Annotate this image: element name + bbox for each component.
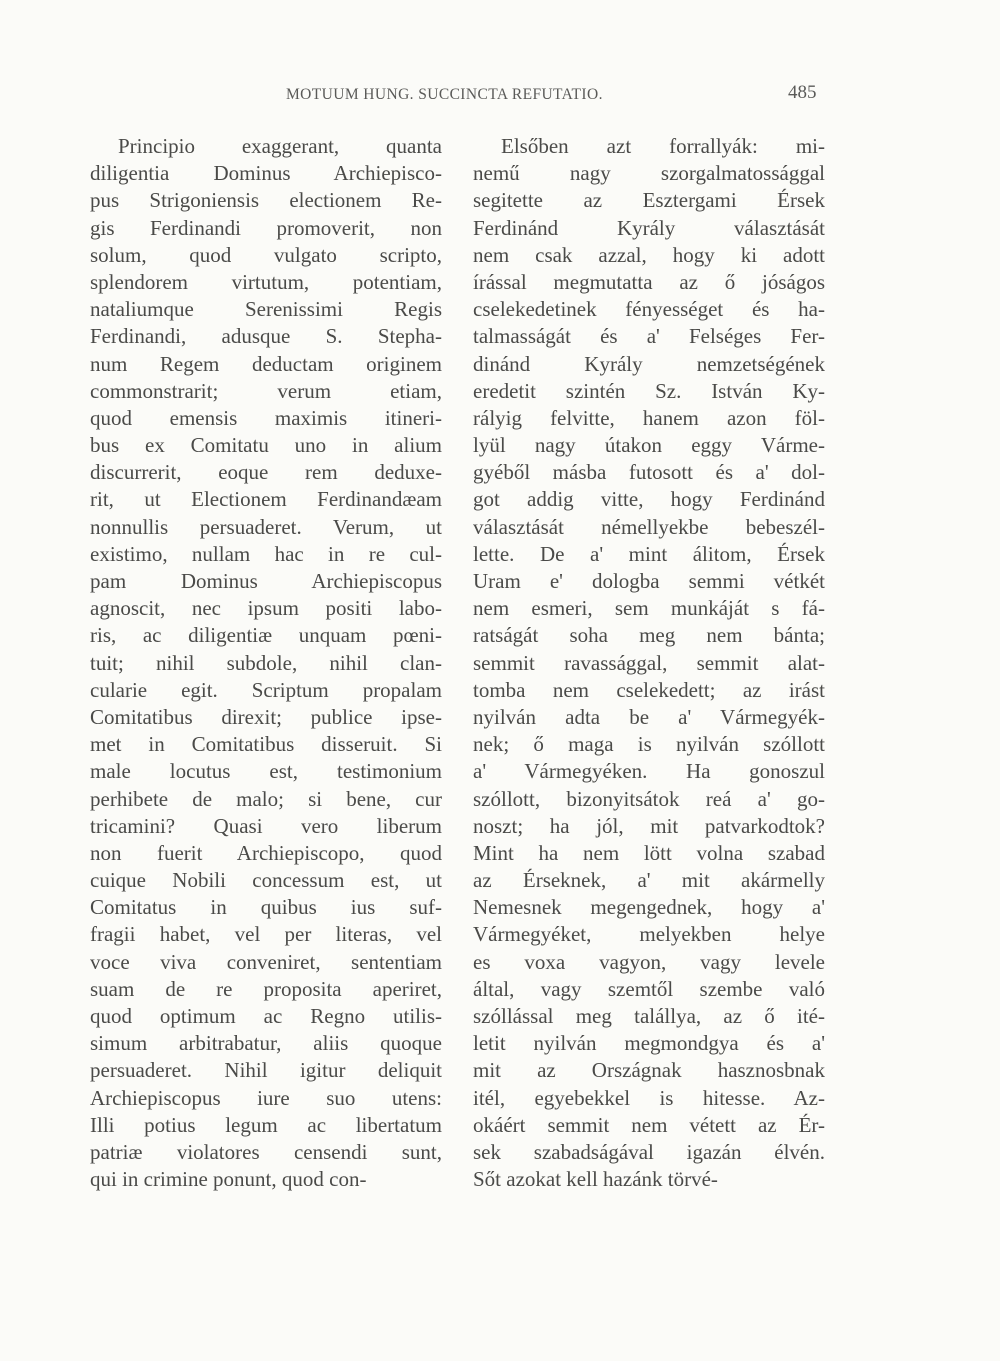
text-line: Comitatus in quibus ius suf- xyxy=(90,895,442,920)
text-line: met in Comitatibus disseruit. Si xyxy=(90,732,442,757)
text-line: bus ex Comitatu uno in alium xyxy=(90,433,442,458)
text-line: nataliumque Serenissimi Regis xyxy=(90,297,442,322)
text-line: quod emensis maximis itineri- xyxy=(90,405,442,430)
text-line: patriæ violatores censendi sunt, xyxy=(90,1139,442,1164)
text-line: szóllott, bizonyitsátok reá a' go- xyxy=(473,786,825,811)
text-line: male locutus est, testimonium xyxy=(90,759,442,784)
text-line: itél, egyebekkel is hitesse. Az- xyxy=(473,1085,825,1110)
text-line: pus Strigoniensis electionem Re- xyxy=(90,188,442,213)
text-line: discurrerit, eoque rem deduxe- xyxy=(90,460,442,485)
text-line: splendorem virtutum, potentiam, xyxy=(90,269,442,294)
text-line: rit, ut Electionem Ferdinandæam xyxy=(90,487,442,512)
text-line: nem esmeri, sem munkáját s fá- xyxy=(473,596,825,621)
text-line: Archiepiscopus iure suo utens: xyxy=(90,1085,442,1110)
text-line: lyül nagy útakon eggy Vármе- xyxy=(473,433,825,458)
text-line: okáért semmit nem vétett az Ér- xyxy=(473,1112,825,1137)
text-line: tuit; nihil subdole, nihil clan- xyxy=(90,650,442,675)
text-line: voce viva conveniret, sententiam xyxy=(90,949,442,974)
text-line: dinánd Kyrály nemzetségének xyxy=(473,351,825,376)
text-line: Vármegyéket, melyekben helye xyxy=(473,922,825,947)
hungarian-text-column xyxy=(473,133,825,1193)
text-line: gis Ferdinandi promoverit, non xyxy=(90,215,442,240)
text-line: nek; ő maga is nyilván szóllott xyxy=(473,732,825,757)
text-line: cuique Nobili concessum est, ut xyxy=(90,868,442,893)
text-line: írással megmutatta az ő jóságos xyxy=(473,269,825,294)
text-line: ratságát soha meg nem bánta; xyxy=(473,623,825,648)
text-line: persuaderet. Nihil igitur deliquit xyxy=(90,1058,442,1083)
text-line: lette. De a' mint álitom, Érsek xyxy=(473,541,825,566)
text-line: semmit ravassággal, semmit alat- xyxy=(473,650,825,675)
text-line: talmasságát és a' Felséges Fer- xyxy=(473,324,825,349)
text-line: diligentia Dominus Archiepisco- xyxy=(90,161,442,186)
text-line: pam Dominus Archiepiscopus xyxy=(90,569,442,593)
text-line: Sőt azokat kell hazánk törvé- xyxy=(473,1167,718,1192)
text-line: rályig felvitte, hanem azon föl- xyxy=(473,405,825,430)
text-line: Uram e' dologba semmi vétkét xyxy=(473,569,825,593)
text-line: commonstrarit; verum etiam, xyxy=(90,378,442,403)
page-header xyxy=(0,80,1000,110)
text-line: ris, ac diligentiæ unquam pœni- xyxy=(90,623,442,648)
text-line: cularie egit. Scriptum propalam xyxy=(90,677,442,702)
text-line: qui in crimine ponunt, quod con- xyxy=(90,1167,367,1192)
text-line: letit nyilván megmondgya és a' xyxy=(473,1031,825,1056)
text-line: cselekedetinek fényességet és ha- xyxy=(473,297,825,322)
text-line: szóllással meg talállya, az ő ité- xyxy=(473,1004,825,1028)
text-line: noszt; ha jól, mit patvarkodtok? xyxy=(473,813,825,838)
text-line: nemű nagy szorgalmatossággal xyxy=(473,161,825,186)
text-line: solum, quod vulgato scripto, xyxy=(90,242,442,267)
text-line: non fuerit Archiepiscopo, quod xyxy=(90,840,442,865)
latin-text-column xyxy=(90,133,442,1193)
text-line: nem csak azzal, hogy ki adott xyxy=(473,242,825,267)
text-line: agnoscit, nec ipsum positi labo- xyxy=(90,596,442,621)
text-line: gyéből másba futosott és a' dol- xyxy=(473,460,825,485)
text-line: es voxa vagyon, vagy levele xyxy=(473,949,825,974)
text-line: tomba nem cselekedett; az irást xyxy=(473,677,825,702)
text-line: got addig vitte, hogy Ferdinánd xyxy=(473,487,825,512)
text-line: a' Vármegyéken. Ha gonoszul xyxy=(473,759,825,784)
text-line: suam de re proposita aperiret, xyxy=(90,976,442,1001)
text-line: által, vagy szemtől szembe való xyxy=(473,976,825,1001)
text-line: választását némellyekbe bebeszél- xyxy=(473,514,825,539)
text-line: Comitatibus direxit; publice ipse- xyxy=(90,704,442,729)
page-number: 485 xyxy=(788,82,817,103)
text-line: Ferdinandi, adusque S. Stepha- xyxy=(90,324,442,349)
text-line: sek szabadságával igazán élvén. xyxy=(473,1139,825,1164)
text-line: segitette az Esztergami Érsek xyxy=(473,188,825,213)
text-line: perhibete de malo; si bene, cur xyxy=(90,786,442,811)
text-line: existimo, nullam hac in re cul- xyxy=(90,541,442,566)
text-line: Nemesnek megengednek, hogy a' xyxy=(473,895,825,920)
text-line: eredetit szintén Sz. István Ky- xyxy=(473,378,825,403)
text-line: nyilván adta be a' Vármegyék- xyxy=(473,704,825,729)
text-line: az Érseknek, a' mit akármelly xyxy=(473,868,825,893)
text-line: Illi potius legum ac libertatum xyxy=(90,1112,442,1137)
text-line: Mint ha nem lött volna szabad xyxy=(473,840,825,865)
text-line: tricamini? Quasi vero liberum xyxy=(90,813,442,838)
text-line: fragii habet, vel per literas, vel xyxy=(90,922,442,947)
text-line: simum arbitrabatur, aliis quoque xyxy=(90,1031,442,1056)
text-line: mit az Országnak hasznosbnak xyxy=(473,1058,825,1083)
text-line: Elsőben azt forrallyák: mi- xyxy=(501,134,825,158)
text-line: quod optimum ac Regno utilis- xyxy=(90,1004,442,1028)
text-line: Ferdinánd Kyrály választását xyxy=(473,215,825,240)
text-line: nonnullis persuaderet. Verum, ut xyxy=(90,514,442,539)
running-title: MOTUUM HUNG. SUCCINCTA REFUTATIO. xyxy=(286,86,603,103)
text-line: num Regem deductam originem xyxy=(90,351,442,376)
text-line: Principio exaggerant, quanta xyxy=(118,134,442,158)
